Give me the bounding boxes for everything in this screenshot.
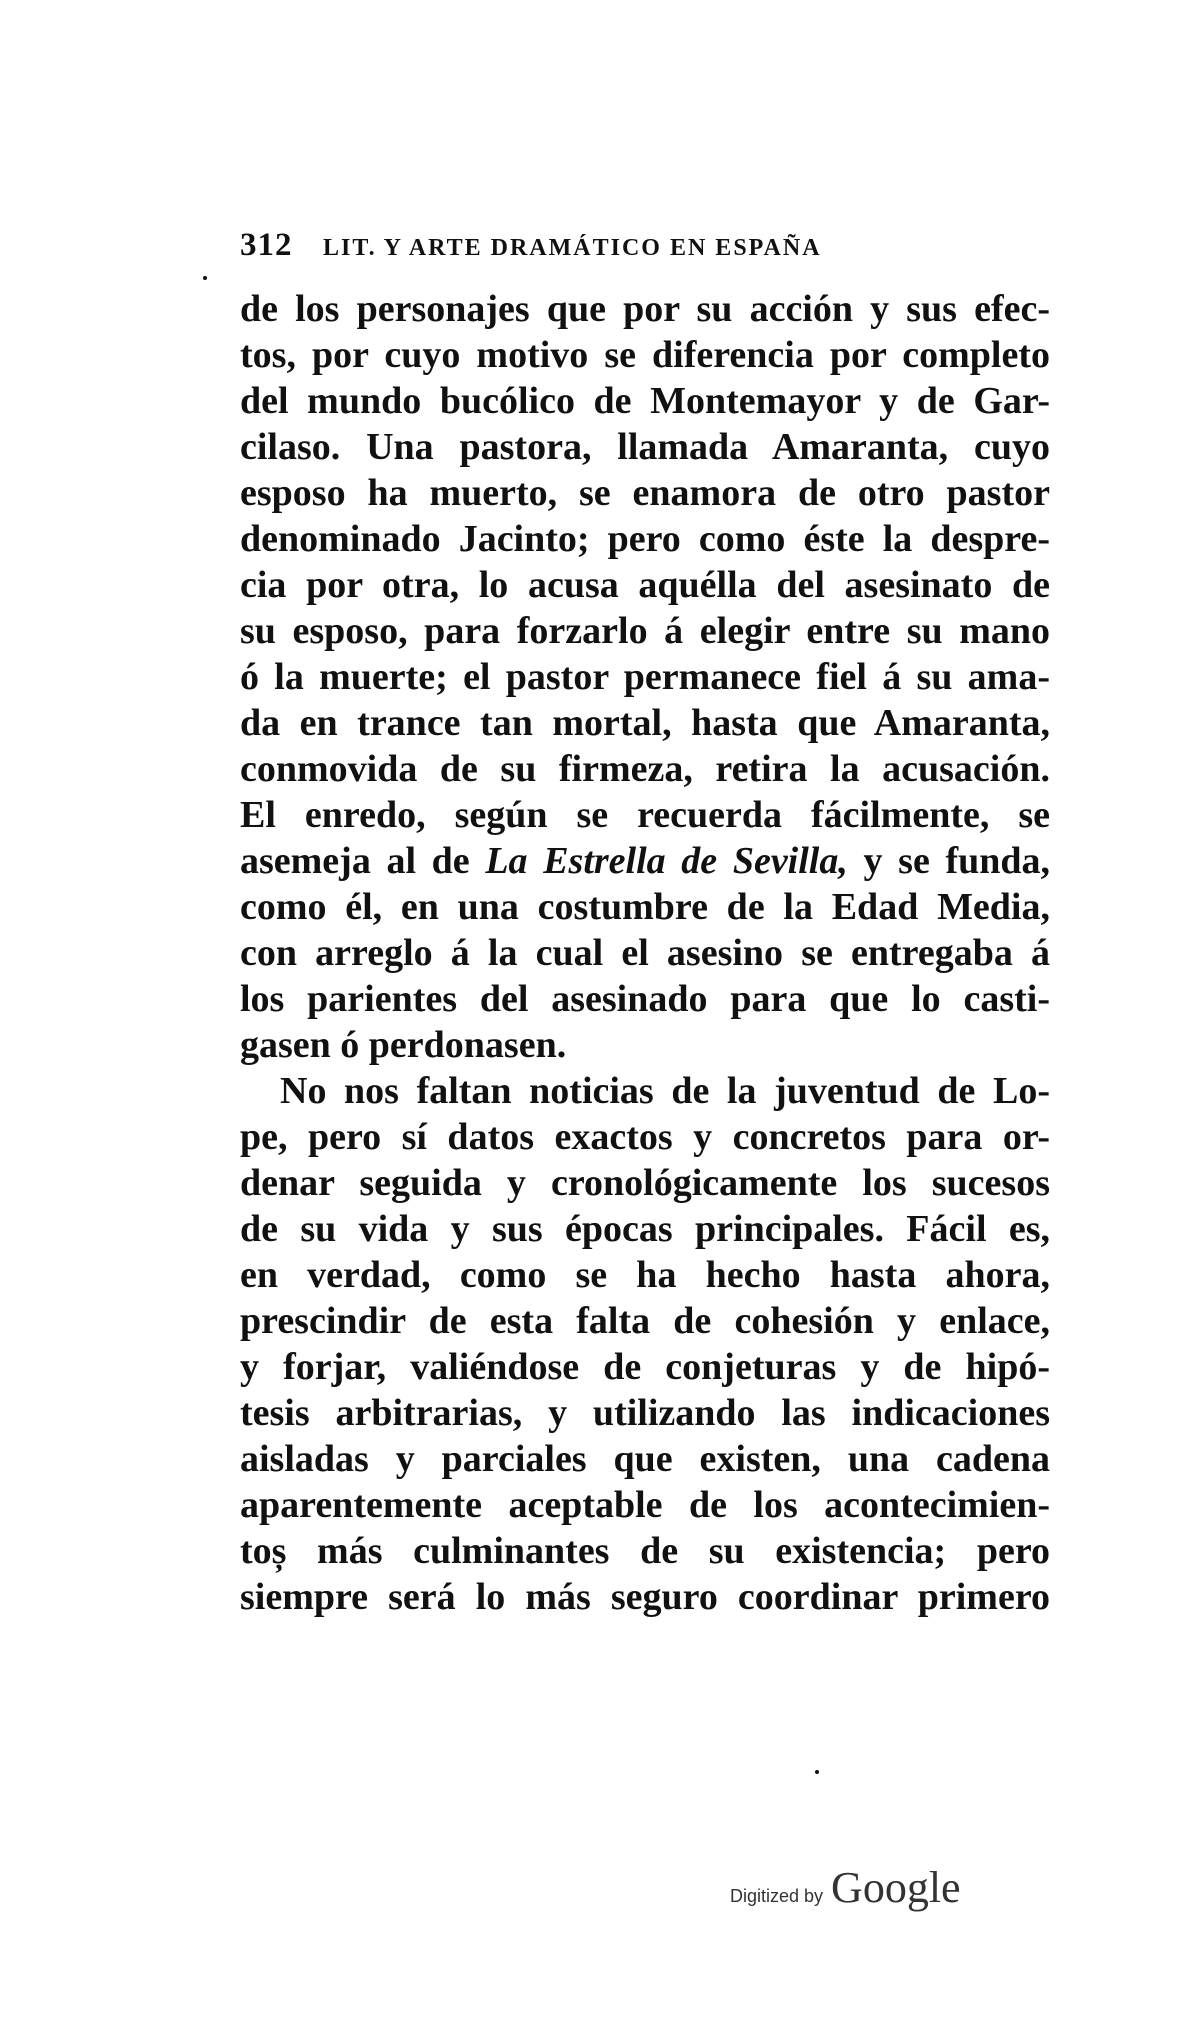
text-line: toș más culminantes de su existencia; pero <box>240 1530 1050 1572</box>
text-line: del mundo bucólico de Montemayor y de Gar- <box>240 380 1050 422</box>
text-line: y forjar, valiéndose de conjeturas y de hipó- <box>240 1346 1050 1388</box>
page-number: 312 <box>240 227 293 263</box>
text-line: con arreglo á la cual el asesino se entregaba á <box>240 932 1050 974</box>
digitized-by-label: Digitized by <box>730 1886 824 1906</box>
text-line: cilaso. Una pastora, llamada Amaranta, cuyo <box>240 426 1050 468</box>
paragraph-end-line: gasen ó perdonasen. <box>240 1024 567 1066</box>
text-line-with-title <box>240 838 1050 884</box>
google-logo: Google <box>831 1863 961 1912</box>
digitized-watermark <box>730 1862 961 1922</box>
running-title: LIT. Y ARTE DRAMÁTICO EN ESPAÑA <box>323 235 822 261</box>
speck-mark <box>203 276 207 280</box>
running-header <box>240 225 1040 265</box>
text-line: su esposo, para forzarlo á elegir entre su mano <box>240 610 1050 652</box>
text-line: tesis arbitrarias, y utilizando las indicaciones <box>240 1392 1050 1434</box>
paragraph-start-line: No nos faltan noticias de la juventud de Lo- <box>280 1070 1050 1112</box>
text-line: en verdad, como se ha hecho hasta ahora, <box>240 1254 1050 1296</box>
text-line-head: asemeja al de <box>240 840 470 882</box>
body-text <box>240 286 1050 1620</box>
speck-mark <box>815 1770 819 1774</box>
text-line: aparentemente aceptable de los acontecimien- <box>240 1484 1050 1526</box>
text-line: siempre será lo más seguro coordinar primero <box>240 1576 1050 1618</box>
text-line: de los personajes que por su acción y sus efec- <box>240 288 1050 330</box>
text-line: como él, en una costumbre de la Edad Media, <box>240 886 1050 928</box>
play-title: La Estrella de Sevilla, <box>485 840 848 882</box>
text-line: El enredo, según se recuerda fácilmente, se <box>240 794 1050 836</box>
text-line: de su vida y sus épocas principales. Fácil es, <box>240 1208 1050 1250</box>
text-line: conmovida de su firmeza, retira la acusación. <box>240 748 1050 790</box>
text-line: prescindir de esta falta de cohesión y enlace, <box>240 1300 1050 1342</box>
text-line: pe, pero sí datos exactos y concretos para or- <box>240 1116 1050 1158</box>
text-line-tail: y se funda, <box>847 840 1051 882</box>
text-line: tos, por cuyo motivo se diferencia por completo <box>240 334 1050 376</box>
text-line: denar seguida y cronológicamente los sucesos <box>240 1162 1050 1204</box>
text-line: aisladas y parciales que existen, una cadena <box>240 1438 1050 1480</box>
text-line: da en trance tan mortal, hasta que Amaranta, <box>240 702 1050 744</box>
text-line: ó la muerte; el pastor permanece fiel á su ama- <box>240 656 1050 698</box>
text-line: denominado Jacinto; pero como éste la despre- <box>240 518 1050 560</box>
text-line: los parientes del asesinado para que lo casti- <box>240 978 1050 1020</box>
text-line: esposo ha muerto, se enamora de otro pastor <box>240 472 1050 514</box>
text-line: cia por otra, lo acusa aquélla del asesinato de <box>240 564 1050 606</box>
